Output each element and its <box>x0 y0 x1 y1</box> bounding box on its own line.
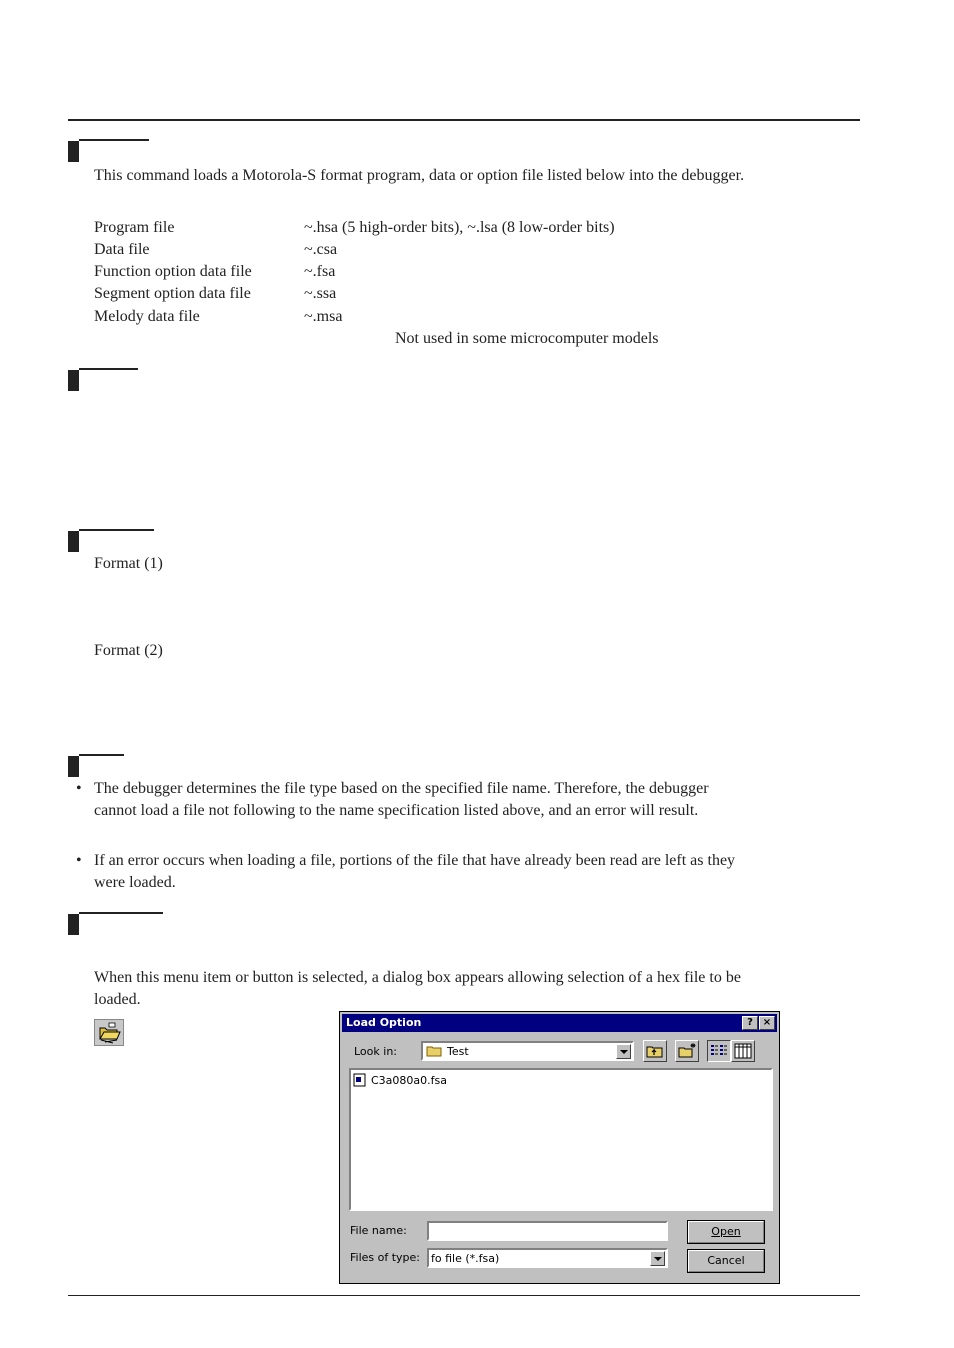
section-marker-gui <box>68 914 79 935</box>
filetype-ext: ~.csa <box>304 241 338 258</box>
details-view-button[interactable] <box>731 1040 755 1062</box>
note-2-line-1: If an error occurs when loading a file, portions of the file that have already been read are left as they <box>94 852 736 869</box>
dialog-title: Load Option <box>346 1016 422 1029</box>
chevron-down-icon[interactable] <box>616 1044 631 1059</box>
section-marker-notes <box>68 756 79 777</box>
dialog-titlebar <box>342 1014 777 1032</box>
bullet-dot: • <box>76 780 82 797</box>
section-line-menu <box>79 368 138 370</box>
create-new-folder-button[interactable] <box>675 1040 699 1062</box>
filetype-label: Data file <box>94 241 150 258</box>
section-marker-menu <box>68 370 79 391</box>
bullet-dot: • <box>76 852 82 869</box>
help-button[interactable]: ? <box>742 1016 758 1030</box>
section-line-function <box>79 139 149 141</box>
filetype-ext: ~.msa <box>304 308 343 325</box>
list-view-button[interactable] <box>707 1040 731 1062</box>
look-in-label: Look in: <box>354 1045 397 1058</box>
open-button-label: Open <box>688 1221 764 1243</box>
section-line-gui <box>79 912 163 914</box>
file-list-pane[interactable] <box>349 1068 773 1211</box>
file-name-label: File name: <box>350 1224 407 1237</box>
filetype-label: Function option data file <box>94 263 252 280</box>
up-one-level-button[interactable] <box>643 1040 667 1062</box>
cancel-button[interactable] <box>687 1249 765 1273</box>
header-rule <box>68 119 860 121</box>
close-button[interactable]: × <box>759 1016 775 1030</box>
filetype-label: Segment option data file <box>94 285 251 302</box>
cancel-button-label: Cancel <box>688 1250 764 1272</box>
menu-text-line-1: When this menu item or button is selected, a dialog box appears allowing selection of a hex file to be <box>94 969 741 986</box>
note-1-line-1: The debugger determines the file type based on the specified file name. Therefore, the debugger <box>94 780 709 797</box>
format-2-label: Format (2) <box>94 642 163 659</box>
chevron-down-icon[interactable] <box>650 1251 665 1266</box>
files-of-type-label: Files of type: <box>350 1251 421 1264</box>
footer-rule <box>68 1295 860 1296</box>
section-marker-function <box>68 141 79 162</box>
look-in-dropdown[interactable] <box>421 1041 634 1061</box>
intro-text: This command loads a Motorola-S format program, data or option file listed below into the debugger. <box>94 167 745 184</box>
file-name: C3a080a0.fsa <box>371 1074 447 1087</box>
filetype-label: Program file <box>94 219 175 236</box>
section-line-notes <box>79 754 124 756</box>
footnote: Not used in some microcomputer models <box>395 330 659 347</box>
files-of-type-value: fo file (*.fsa) <box>431 1252 500 1265</box>
menu-text-line-2: loaded. <box>94 991 141 1008</box>
open-button[interactable] <box>687 1220 765 1244</box>
filetype-label: Melody data file <box>94 308 200 325</box>
filetype-ext: ~.ssa <box>304 285 337 302</box>
note-2-line-2: were loaded. <box>94 874 176 891</box>
filetype-ext: ~.fsa <box>304 263 336 280</box>
section-marker-format <box>68 531 79 552</box>
file-icon <box>353 1073 367 1087</box>
folder-icon <box>426 1045 442 1057</box>
note-1-line-2: cannot load a file not following to the name specification listed above, and an error will result. <box>94 802 699 819</box>
filetype-ext: ~.hsa (5 high-order bits), ~.lsa (8 low-order bits) <box>304 219 615 236</box>
look-in-value: Test <box>447 1045 469 1058</box>
format-1-label: Format (1) <box>94 555 163 572</box>
files-of-type-dropdown[interactable] <box>427 1248 668 1268</box>
file-name-input[interactable] <box>427 1221 668 1241</box>
section-line-format <box>79 529 154 531</box>
load-option-button-icon[interactable] <box>94 1019 124 1046</box>
load-option-dialog <box>339 1011 780 1284</box>
